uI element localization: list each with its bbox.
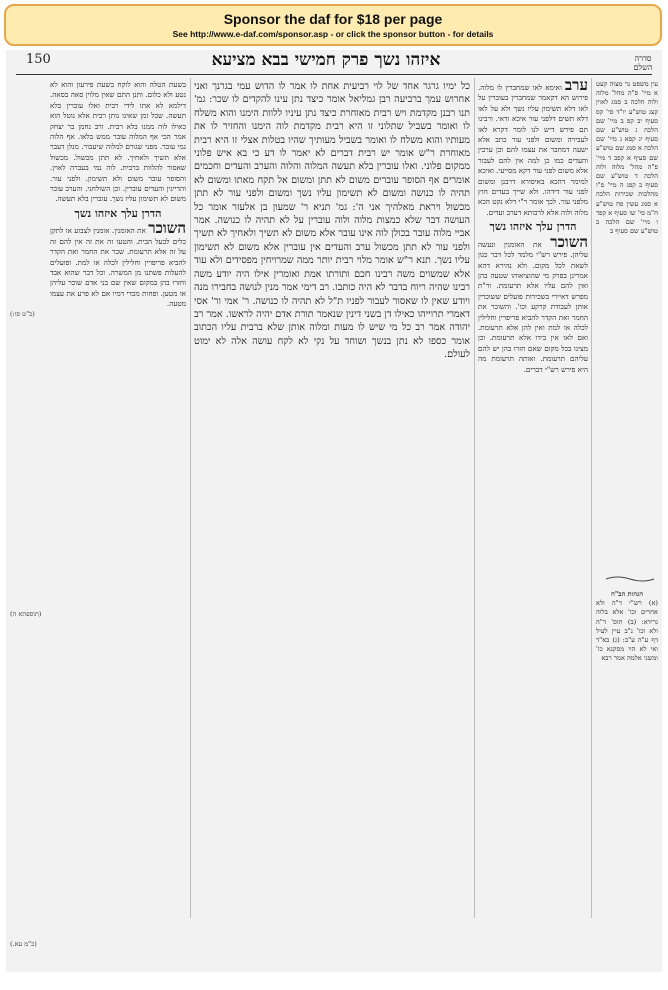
tosafot-hadran: הדרן עלך איזהו נשך <box>489 220 577 234</box>
page-title: איזהו נשך פרק חמישי בבא מציעא <box>211 50 441 70</box>
rashi-column <box>50 80 186 916</box>
page-header <box>6 50 662 72</box>
hagahot-column <box>596 590 658 890</box>
talmud-page <box>6 50 662 972</box>
tosafot-column <box>478 80 588 916</box>
rashi-text-2: את האומנין. אומנין לצבוע או לתקן כלים לבעל הבית. והטעו זה את זה אין להם זה על זה אלא תרעומת. שכר את החמר ואת הקדר להביא פריפרין וחלילין לכלה או למת. ופועלים להעלות פשתנו מן המשרה. וכל דבר שהוא אבד וחזרו בהן במקום שאין שם בני אדם שוכר עליהן או מטען. ופחות מכדי דמיו אם לא פרע את עצמו מטעה. <box>50 226 186 309</box>
tosafot-lead-word-2: השוכר <box>550 232 588 251</box>
header-rule <box>16 74 652 75</box>
cross-reference: (כ"מ עא.) <box>10 940 37 948</box>
ein-mishpat-column <box>596 80 658 570</box>
tosafot-text-2: את האומנין ונעשה עליהן. פירש רש"י מלמד לכל דבר כגון לשאת לכל מקום. ולא נהירא דהא אמרינן בפרק מי שהוציאוהו שטעה בהן ואין להם עליו אלא תרעומת. ור"ת מפרש דאיירי בשכירות פועלים ששוכרין אותן לעבודת קרקע וכו'. והשוכר את החמר ואת הקדר להביא פריפרין וחלילין לכלה או למת ואין להן אלא תרעומת. ואם לאו אין בידו אלא תרעומת. וכן מצינו בכל מקום שאם חזרו בהן יש להם עליהם תרעומת. ואותה תרעומת מה היא פירש רש"י דברים. <box>478 239 588 374</box>
tosafot-text: ואימא לאו שמחברין לו מלוה. פירוש הא דקאמר שמחברין בעוברין על לאו דלא תשימון עליו נשך ולא על לאו דלא תשים דלפני עור איכא ודאי. ורבינו תם פירש דיש לנו לומר דקרא לאו לעבירה ומשום ולפני עור כתב אלא ישעה דמחבר את עצמו להם וכן ערבין והעדים כמו כן למה אין להם לעבור אלא משום לפני עור דקא מסייעי. ואיכא למימר דהכא באיסורא דרבנן ומשום לפני עור דידהו. ולא שייך בעדים חוץ מלפני עור. לכך אומר ר"י דלא נקט הכא מלוה ולוה אלא לרבותא דערב ועדים. <box>478 83 588 217</box>
column-divider <box>474 78 475 918</box>
sponsor-banner[interactable] <box>4 4 662 46</box>
sponsor-title[interactable]: Sponsor the daf for $18 per page <box>223 11 443 27</box>
column-divider <box>591 78 592 918</box>
hagahot-title: הגהות הב"ח <box>610 590 644 598</box>
cross-reference: (כ"ט סו:) <box>10 310 35 318</box>
gemara-column <box>194 80 470 916</box>
cross-reference: (תוספתא ה) <box>10 610 42 618</box>
hagahot-text: (א) רש"י ד"ה ולא אחרים וכו' אלא בלוה גרידא: (ב) תוס' ד"ה ולא וכו' נ"ב עיין לעיל דף ע"ה ע"ב: (ג) בא"ד ואי לא הוי מסקנא כו' ומשני אלמה אמר רבא <box>596 599 658 663</box>
rashi-lead-word: השוכר <box>148 219 186 238</box>
ornament-divider-icon <box>604 575 656 583</box>
daf-number: 150 <box>26 52 51 67</box>
rashi-text: בשעת הטלה והוא לוקח בשעת פירעון והוא לא נטע ולא כלום. ותנן התם שאין מלוין סאה בסאה. דילמא לא אתו לידי רבית ואלו עוברין בלא תעשה. שכל זמן שאינו נותן רבית אלא נוטל הוא כאילו לוה ממנו בלא רבית. ורב נחמן בר יצחק אמר הכי אף המלוה עובר ממש בלאו. אף הלוה נמי עובר. מפני שגורם למלוה שיעבור. מנלן דעבר אלא תשיך ולאחיך. לא תתן מכשול. מכשול שאסור להלוות ברבית. לוה נמי בעברה לאוין. והסופר עובר משום ולא תשימון. ולפני עור. והדיינין והעדים עוברין. וכן השולחני. והערב עובר משום לא תשימון עליו נשך. עוברין בלא תעשה. <box>50 80 186 204</box>
column-divider <box>190 78 191 918</box>
tosafot-lead-word: ערב <box>564 80 588 94</box>
gemara-text: כל ימיו גרגר אחד של לוי רביעית אחת לו אמר לו הדוש עמי בגרנך ואני אחרוש עמך ברביעה רבן גמליאל אומר כיצד נתן עינו להקדים לו שכר: גמ' תנו רבנן מקדמת ויש רבית מאוחרת כיצד נתן עיניו ללוות הימנו והוא משלח לו ואומר בשביל שתלוני זו היא רבית מקדמת לוה הימנו והחזיר לו את מעותיו והוא משלח לו ואומר בשביל מעותיך שהיו בטלות אצלי זו היא רבית מאוחרת ר"ש אומר יש רבית דברים לא יאמר לו דע כי בא איש פלוני ממקום פלוני. ואלו עוברין בלא תעשה המלוה והלוה והערב והעדים וחכמים אומרים אף הסופר עוברים משום לא תתן ומשום אל תקח מאתו ומשום לא תהיה לו כנושה ומשום לא תשימון עליו נשך ומשום ולפני עור לא תתן מכשול ויראת מאלהיך אני ה': גמ' תניא ר' שמעון בן אלעזר אומר כל העושה דבר שלא כמצות מלוה ולוה עוברין על לא תהיה לו כנושה. אמר אביי מלוה עובר בכולן לוה אינו עובר אלא משום לא תשיך ולאחיך לא תשיך ולפני עור לא תתן מכשול ערב והעדים אין עוברין אלא משום לא תשימון עליו נשך. תנא ר"ש אומר מלוי רבית יותר ממה שמרויחין מפסידים ולא עוד אלא שמשוים משה רבינו חכם ותורתו אמת ואומרין אילו היה יודע משה רבינו שהיה ריוח בדבר לא היה כותבו. רב דימי אמר מנין לנושה בחבירו מנה ויודע שאין לו שאסור לעבור לפניו ת"ל לא תהיה לו כנושה. ר' אמי ור' אסי דאמרי תרוייהו כאילו דן בשני דינין שנאמר תורת אדם יהיה לראשו. אמר רב יהודה אמר רב כל מי שיש לו מעות ומלוה אותן שלא ברבית עליו הכתוב אומר כספו לא נתן בנשך ושוחד על נקי לא לקח עושה אלה לא ימוט לעולם. <box>194 81 470 361</box>
rashi-hadran: הדרן עלך איזהו נשך <box>74 206 162 220</box>
ein-mishpat-text: עין משפט נר מצוה קעט א מיי' פ"ה מהל' מלוה ולוה הלכה ב סמג לאוין קצג טוש"ע יו"ד סי' קס סעיף יב קפ ב מיי' שם הלכה ג טוש"ע שם סעיף יג קפא ג מיי' שם הלכה א סמג שם טוש"ע שם סעיף א קפב ד מיי' פ"ה מהל' מלוה ולוה הלכה ד טוש"ע שם סעיף ב קפג ה מיי' פ"ו מהלכות שכירות הלכה א סמג עשין פח טוש"ע ח"מ סי' שו סעיף א קפד ו מיי' שם הלכה ב טוש"ע שם סעיף ב <box>596 80 658 236</box>
seder-label: סדרה השלם <box>633 54 653 72</box>
sponsor-subtitle[interactable]: See http://www.e-daf.com/sponsor.asp - or click the sponsor button - for details <box>172 29 494 39</box>
